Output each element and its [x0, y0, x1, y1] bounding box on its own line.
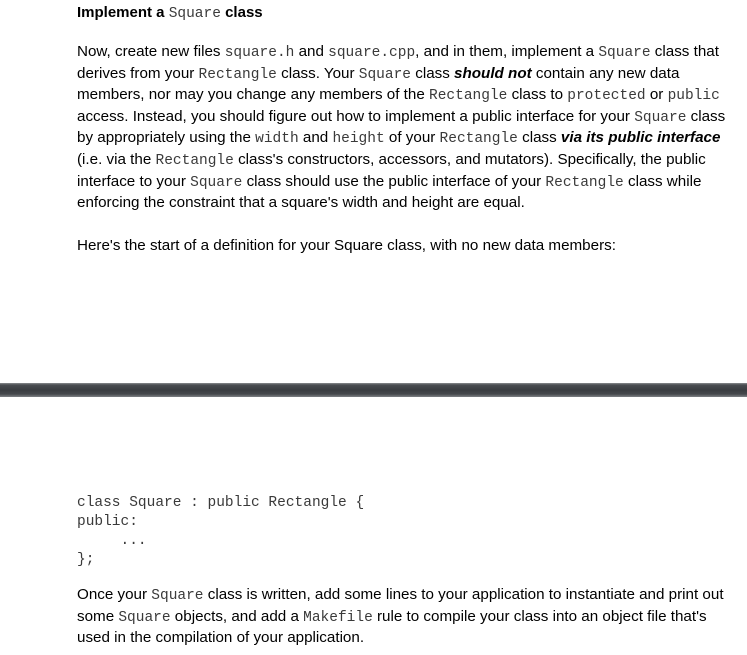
code-filename: Makefile — [303, 609, 373, 626]
code-identifier: Square — [190, 174, 243, 191]
code-block: class Square : public Rectangle { public: ... }; — [77, 495, 365, 568]
text: and — [298, 129, 333, 147]
code-identifier: Rectangle — [439, 131, 518, 148]
section-heading — [77, 3, 263, 24]
text: class is written, add some lines to your application to instantiate and print out some — [77, 586, 724, 625]
text: of your — [384, 129, 440, 147]
text: , and in them, implement a — [415, 43, 599, 60]
emphasis: via its public interface — [560, 129, 721, 147]
text: class should use the public interface of your — [242, 172, 546, 190]
code-identifier: Square — [118, 609, 171, 626]
code-filename: square.cpp — [328, 45, 416, 61]
code-filename: square.h — [224, 45, 295, 61]
code-keyword: public — [667, 88, 720, 105]
heading-code: Square — [168, 6, 221, 22]
text: class by appropriately using the — [77, 107, 726, 147]
heading-text-end: class — [220, 4, 263, 21]
code-identifier: height — [332, 131, 385, 148]
text: class's constructors, accessors, and mutators). Specifically, the public interface to your — [77, 150, 706, 190]
instructions-paragraph — [77, 42, 737, 213]
text: class to — [507, 86, 568, 104]
text: rule to compile your class into an object file that's used in the compilation of your application. — [77, 607, 707, 647]
code-identifier: Rectangle — [545, 174, 624, 191]
text: Once your — [77, 586, 152, 603]
text: class while enforcing the constraint that a square's width and height are equal. — [77, 172, 702, 212]
code-identifier: width — [255, 131, 299, 148]
page-divider — [0, 383, 747, 397]
code-identifier: Square — [634, 109, 687, 126]
code-identifier: Rectangle — [429, 88, 508, 105]
text: contain any new data members, nor may you change any members of the — [77, 64, 680, 104]
text: and — [294, 43, 329, 60]
heading-text: Implement a — [77, 4, 169, 21]
code-identifier: Rectangle — [198, 66, 277, 83]
text: or — [645, 86, 668, 104]
text: class that derives from your — [77, 43, 719, 82]
followup-paragraph — [77, 585, 737, 648]
text: access. Instead, you should figure out how to implement a public interface for your — [77, 107, 635, 125]
code-identifier: Square — [151, 588, 204, 604]
code-identifier: Square — [598, 45, 651, 61]
code-keyword: protected — [567, 88, 646, 105]
text: (i.e. via the — [77, 150, 156, 168]
code-identifier: Rectangle — [155, 152, 234, 169]
intro-paragraph: Here's the start of a definition for your Square class, with no new data members: — [77, 237, 616, 254]
emphasis: should not — [454, 64, 532, 82]
text: Now, create new files — [77, 43, 225, 60]
text: objects, and add a — [170, 607, 304, 625]
text: class — [411, 64, 455, 82]
text: class. Your — [276, 64, 359, 82]
code-identifier: Square — [358, 66, 411, 83]
text: class — [517, 129, 561, 147]
